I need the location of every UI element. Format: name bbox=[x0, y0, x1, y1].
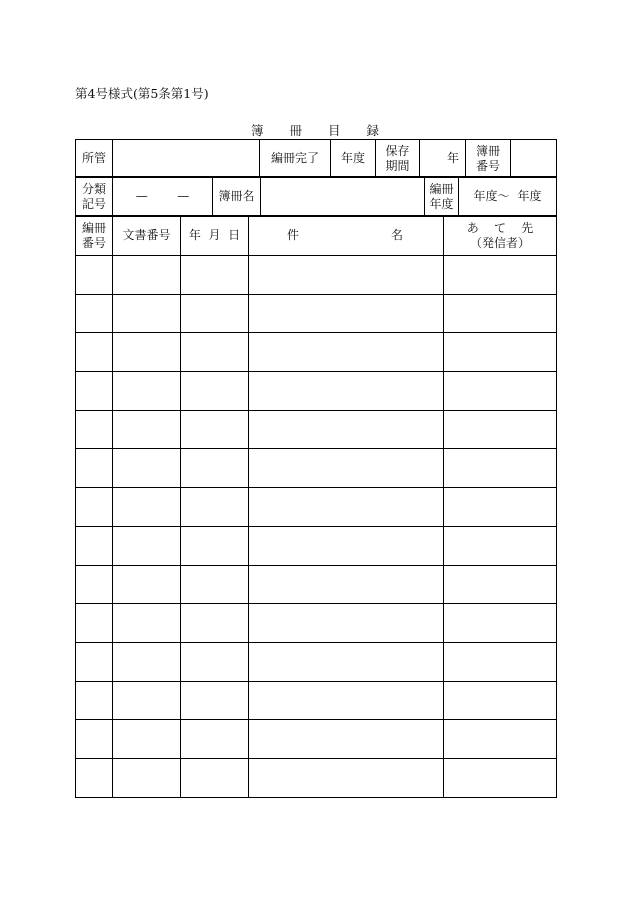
bosatsu-mei-label: 簿冊名 bbox=[213, 177, 261, 217]
header-row-1 bbox=[75, 139, 557, 178]
title-char: 冊 bbox=[289, 123, 302, 138]
cell-nengappi[interactable] bbox=[181, 410, 249, 449]
cell-hensatsu-bango[interactable] bbox=[76, 565, 113, 604]
table-row bbox=[76, 333, 557, 372]
cell-hensatsu-bango[interactable] bbox=[76, 758, 113, 797]
cell-hensatsu-bango[interactable] bbox=[76, 681, 113, 720]
cell-bunsho-bango[interactable] bbox=[113, 333, 181, 372]
table-row bbox=[76, 720, 557, 759]
dash-separator: — bbox=[177, 189, 190, 203]
cell-kenmei[interactable] bbox=[249, 449, 444, 488]
table-row bbox=[76, 449, 557, 488]
shokan-label: 所管 bbox=[76, 140, 113, 178]
cell-atesaki[interactable] bbox=[444, 256, 557, 295]
cell-hensatsu-bango[interactable] bbox=[76, 449, 113, 488]
cell-kenmei[interactable] bbox=[249, 256, 444, 295]
table-row bbox=[76, 526, 557, 565]
cell-kenmei[interactable] bbox=[249, 372, 444, 411]
listing-table bbox=[75, 215, 557, 798]
bunrui-kigo-field[interactable] bbox=[113, 177, 213, 217]
table-row bbox=[76, 256, 557, 295]
cell-kenmei[interactable] bbox=[249, 294, 444, 333]
cell-kenmei[interactable] bbox=[249, 410, 444, 449]
cell-hensatsu-bango[interactable] bbox=[76, 294, 113, 333]
cell-hensatsu-bango[interactable] bbox=[76, 372, 113, 411]
hensatsu-nendo-label: 編冊 年度 bbox=[425, 177, 459, 217]
bosatsu-bango-field[interactable] bbox=[511, 140, 557, 178]
cell-kenmei[interactable] bbox=[249, 526, 444, 565]
col-kenmei: 件 名 bbox=[249, 216, 444, 256]
bunrui-kigo-label: 分類 記号 bbox=[76, 177, 113, 217]
title-char: 録 bbox=[366, 123, 380, 138]
bosatsu-mei-field[interactable] bbox=[261, 177, 425, 217]
table-row bbox=[76, 294, 557, 333]
table-row bbox=[76, 410, 557, 449]
table-row bbox=[76, 604, 557, 643]
col-bunsho-bango: 文書番号 bbox=[113, 216, 181, 256]
hozon-nen-field[interactable]: 年 bbox=[420, 140, 466, 178]
cell-bunsho-bango[interactable] bbox=[113, 565, 181, 604]
cell-hensatsu-bango[interactable] bbox=[76, 642, 113, 681]
title-char: 目 bbox=[328, 123, 341, 138]
col-hensatsu-bango: 編冊 番号 bbox=[76, 216, 113, 256]
cell-bunsho-bango[interactable] bbox=[113, 294, 181, 333]
kanryo-nendo-label: 年度 bbox=[331, 140, 376, 178]
cell-bunsho-bango[interactable] bbox=[113, 604, 181, 643]
cell-nengappi[interactable] bbox=[181, 372, 249, 411]
shokan-field[interactable] bbox=[113, 140, 260, 178]
col-nengappi: 年 月 日 bbox=[181, 216, 249, 256]
header-row-2 bbox=[75, 176, 557, 217]
cell-bunsho-bango[interactable] bbox=[113, 410, 181, 449]
table-header-row bbox=[76, 216, 557, 256]
cell-bunsho-bango[interactable] bbox=[113, 720, 181, 759]
cell-bunsho-bango[interactable] bbox=[113, 642, 181, 681]
cell-hensatsu-bango[interactable] bbox=[76, 256, 113, 295]
cell-bunsho-bango[interactable] bbox=[113, 372, 181, 411]
cell-hensatsu-bango[interactable] bbox=[76, 604, 113, 643]
cell-atesaki[interactable] bbox=[444, 294, 557, 333]
table-row bbox=[76, 642, 557, 681]
table-row bbox=[76, 372, 557, 411]
cell-kenmei[interactable] bbox=[249, 681, 444, 720]
cell-kenmei[interactable] bbox=[249, 488, 444, 527]
cell-nengappi[interactable] bbox=[181, 488, 249, 527]
cell-bunsho-bango[interactable] bbox=[113, 256, 181, 295]
dash-separator: — bbox=[135, 189, 148, 203]
cell-atesaki[interactable] bbox=[444, 604, 557, 643]
cell-hensatsu-bango[interactable] bbox=[76, 333, 113, 372]
cell-hensatsu-bango[interactable] bbox=[76, 720, 113, 759]
form-number-label: 第4号様式(第5条第1号) bbox=[75, 86, 209, 101]
table-row bbox=[76, 758, 557, 797]
cell-kenmei[interactable] bbox=[249, 642, 444, 681]
cell-kenmei[interactable] bbox=[249, 565, 444, 604]
hensatsu-kanryo-label: 編冊完了 bbox=[260, 140, 331, 178]
cell-nengappi[interactable] bbox=[181, 758, 249, 797]
cell-atesaki[interactable] bbox=[444, 372, 557, 411]
cell-atesaki[interactable] bbox=[444, 449, 557, 488]
nendo-range-to: 年度 bbox=[517, 189, 542, 203]
cell-kenmei[interactable] bbox=[249, 333, 444, 372]
table-row bbox=[76, 565, 557, 604]
cell-hensatsu-bango[interactable] bbox=[76, 526, 113, 565]
nendo-range-from: 年度～ bbox=[473, 189, 510, 203]
cell-bunsho-bango[interactable] bbox=[113, 526, 181, 565]
cell-kenmei[interactable] bbox=[249, 720, 444, 759]
cell-bunsho-bango[interactable] bbox=[113, 488, 181, 527]
title-char: 簿 bbox=[250, 123, 264, 138]
cell-bunsho-bango[interactable] bbox=[113, 681, 181, 720]
cell-nengappi[interactable] bbox=[181, 294, 249, 333]
cell-nengappi[interactable] bbox=[181, 565, 249, 604]
cell-kenmei[interactable] bbox=[249, 758, 444, 797]
cell-bunsho-bango[interactable] bbox=[113, 449, 181, 488]
page-title bbox=[75, 121, 555, 139]
cell-nengappi[interactable] bbox=[181, 642, 249, 681]
cell-nengappi[interactable] bbox=[181, 720, 249, 759]
cell-atesaki[interactable] bbox=[444, 758, 557, 797]
cell-bunsho-bango[interactable] bbox=[113, 758, 181, 797]
hozon-kikan-label: 保存 期間 bbox=[376, 140, 420, 178]
cell-hensatsu-bango[interactable] bbox=[76, 410, 113, 449]
cell-atesaki[interactable] bbox=[444, 720, 557, 759]
cell-atesaki[interactable] bbox=[444, 410, 557, 449]
cell-hensatsu-bango[interactable] bbox=[76, 488, 113, 527]
cell-nengappi[interactable] bbox=[181, 604, 249, 643]
bosatsu-bango-label: 簿冊 番号 bbox=[466, 140, 511, 178]
cell-nengappi[interactable] bbox=[181, 526, 249, 565]
cell-nengappi[interactable] bbox=[181, 681, 249, 720]
cell-atesaki[interactable] bbox=[444, 681, 557, 720]
cell-nengappi[interactable] bbox=[181, 449, 249, 488]
table-row bbox=[76, 488, 557, 527]
cell-atesaki[interactable] bbox=[444, 333, 557, 372]
cell-atesaki[interactable] bbox=[444, 526, 557, 565]
nendo-range-field[interactable] bbox=[459, 177, 557, 217]
cell-atesaki[interactable] bbox=[444, 565, 557, 604]
cell-nengappi[interactable] bbox=[181, 256, 249, 295]
cell-kenmei[interactable] bbox=[249, 604, 444, 643]
table-row bbox=[76, 681, 557, 720]
cell-nengappi[interactable] bbox=[181, 333, 249, 372]
cell-atesaki[interactable] bbox=[444, 488, 557, 527]
col-atesaki: あ て 先 （発信者） bbox=[444, 216, 557, 256]
cell-atesaki[interactable] bbox=[444, 642, 557, 681]
